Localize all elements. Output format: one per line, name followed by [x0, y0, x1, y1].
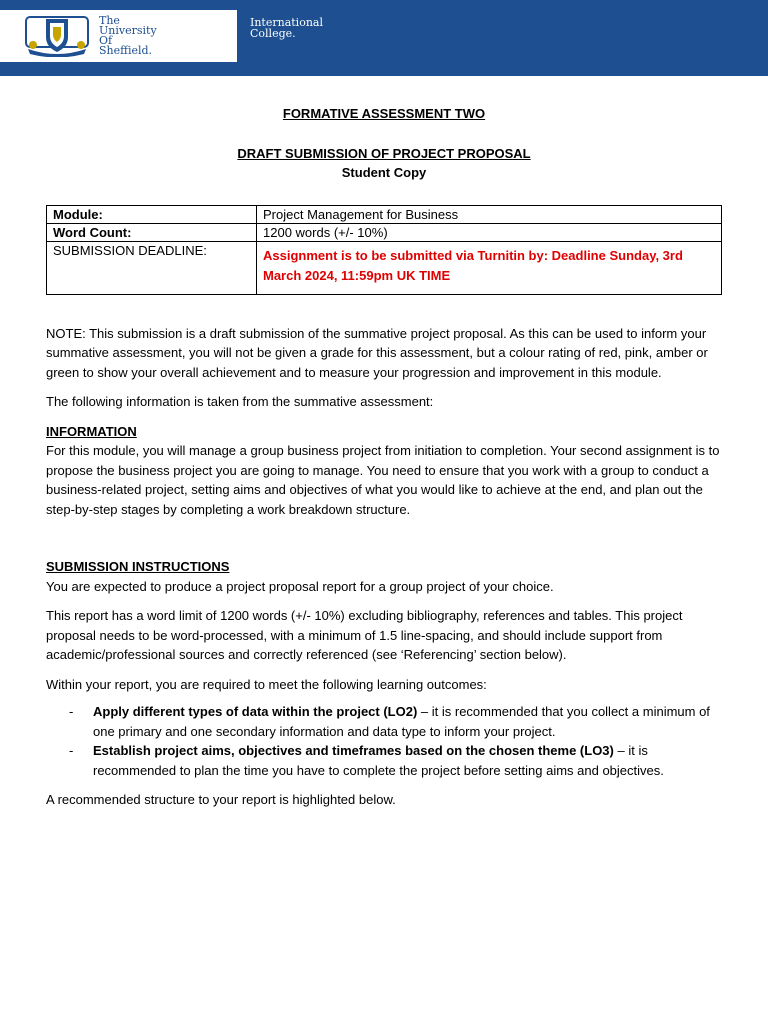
table-row: [47, 241, 722, 294]
note-paragraph: NOTE: This submission is a draft submission of the summative project proposal. As this can be used to inform your summative assessment, you will not be given a grade for this assessment, but a colour rating of red, pink, amber or green to show your overall achievement and to measure your progression and improvement in this module.: [46, 325, 708, 380]
info-table: [46, 205, 722, 295]
outcome-text: – it is recommended to plan the time you have to complete the project before setting aims and objectives.: [93, 743, 664, 778]
university-logo: [0, 10, 237, 62]
college-name: International College.: [250, 16, 323, 40]
information-heading: INFORMATION: [46, 423, 137, 439]
module-value: Project Management for Business: [257, 205, 722, 223]
intro-paragraph: The following information is taken from the summative assessment:: [46, 394, 434, 409]
deadline-value: Assignment is to be submitted via Turnitin by: Deadline Sunday, 3rd March 2024, 11:59pm UK TIME: [263, 247, 683, 283]
outcome-text: – it is recommended that you collect a minimum of one primary and one secondary information and data type to inform your project.: [93, 704, 710, 739]
outcomes-list: [46, 702, 722, 780]
outcome-title: Establish project aims, objectives and timeframes based on the chosen theme (LO3): [93, 743, 614, 758]
word-count-value: 1200 words (+/- 10%): [257, 223, 722, 241]
information-paragraph: For this module, you will manage a group business project from initiation to completion. Your second assignment is to propose the business project you are going to manage. You need to ensure that you work with a group to conduct a business-related project, setting aims and objectives of what you would like to achieve at the end, and plan out the step-by-step stages by completing a work breakdown structure.: [46, 443, 720, 517]
closing-paragraph: A recommended structure to your report is highlighted below.: [46, 792, 396, 807]
page-title: FORMATIVE ASSESSMENT TWO: [282, 106, 486, 121]
submission-heading: SUBMISSION INSTRUCTIONS: [46, 559, 230, 574]
word-count-label: Word Count:: [47, 223, 257, 241]
document-body: [46, 104, 722, 810]
outcome-title: Apply different types of data within the project (LO2): [93, 704, 418, 719]
submission-line: You are expected to produce a project proposal report for a group project of your choice.: [46, 578, 554, 594]
list-item: [46, 741, 722, 780]
copy-label: Student Copy: [341, 165, 427, 180]
deadline-cell: [257, 241, 722, 294]
bullet-dash: -: [69, 704, 74, 719]
module-label: Module:: [47, 205, 257, 223]
bullet-dash: -: [69, 743, 74, 758]
word-limit-paragraph: This report has a word limit of 1200 words (+/- 10%) excluding bibliography, references and tables. This project proposal needs to be word-processed, with a minimum of 1.5 line-spacing, and should include support from academic/professional sources and correctly referenced (see ‘Referencing’ section below).: [46, 608, 683, 662]
table-row: [47, 223, 722, 241]
list-item: [46, 702, 722, 741]
table-row: [47, 205, 722, 223]
deadline-label: SUBMISSION DEADLINE:: [47, 241, 257, 294]
page-subtitle: DRAFT SUBMISSION OF PROJECT PROPOSAL: [237, 145, 531, 161]
crest-icon: [24, 15, 90, 57]
header-banner: [0, 0, 768, 76]
university-name: The University Of Sheffield.: [99, 14, 157, 57]
outcomes-intro: Within your report, you are required to meet the following learning outcomes:: [46, 676, 487, 692]
